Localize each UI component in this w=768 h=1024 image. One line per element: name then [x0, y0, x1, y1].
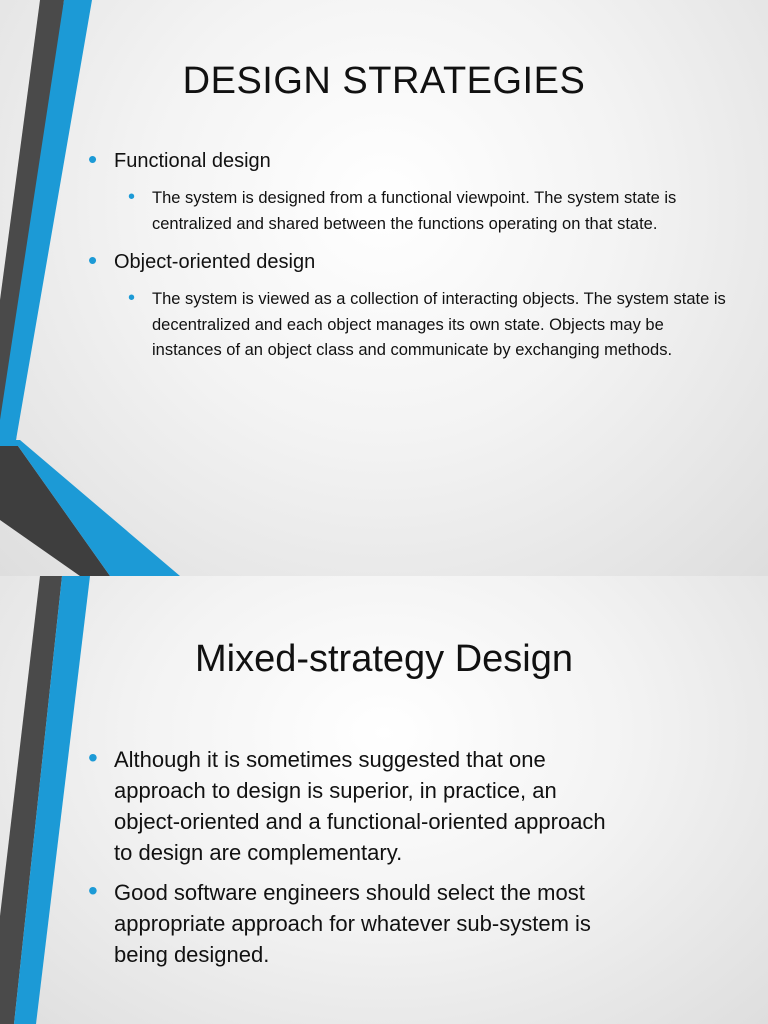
bullet-list [88, 744, 608, 979]
bullet-dot-icon: • [88, 875, 98, 906]
bullet-text: Object-oriented design [114, 251, 316, 273]
bullet-item [88, 144, 728, 174]
bullet-dot-icon: • [88, 144, 98, 174]
bullet-list [88, 144, 728, 376]
sub-bullet-item [88, 287, 728, 364]
bullet-dot-icon: • [88, 742, 98, 773]
slide-title: DESIGN STRATEGIES [182, 60, 586, 102]
bullet-item [88, 245, 728, 275]
bullet-item [88, 877, 608, 970]
sub-bullet-text: The system is viewed as a collection of interacting objects. The system state is decentralized and each object manages its own state. Objects may be instances of an object class and communicate by exchanging methods. [152, 290, 726, 359]
slide-mixed-strategy [0, 576, 768, 1024]
bullet-item [88, 744, 608, 868]
bullet-dot-icon: • [128, 186, 136, 208]
bullet-text: Functional design [114, 150, 271, 172]
sub-bullet-item [88, 186, 728, 237]
bullet-dot-icon: • [128, 287, 136, 309]
sub-bullet-text: The system is designed from a functional viewpoint. The system state is centralized and shared between the functions operating on that state. [152, 189, 677, 233]
slide-title: Mixed-strategy Design [194, 638, 574, 680]
bullet-dot-icon: • [88, 245, 98, 275]
bullet-text: Good software engineers should select the most appropriate approach for whatever sub-system is being designed. [114, 880, 591, 967]
bullet-text: Although it is sometimes suggested that one approach to design is superior, in practice, an object-oriented and a functional-oriented approach to design are complementary. [114, 747, 606, 865]
